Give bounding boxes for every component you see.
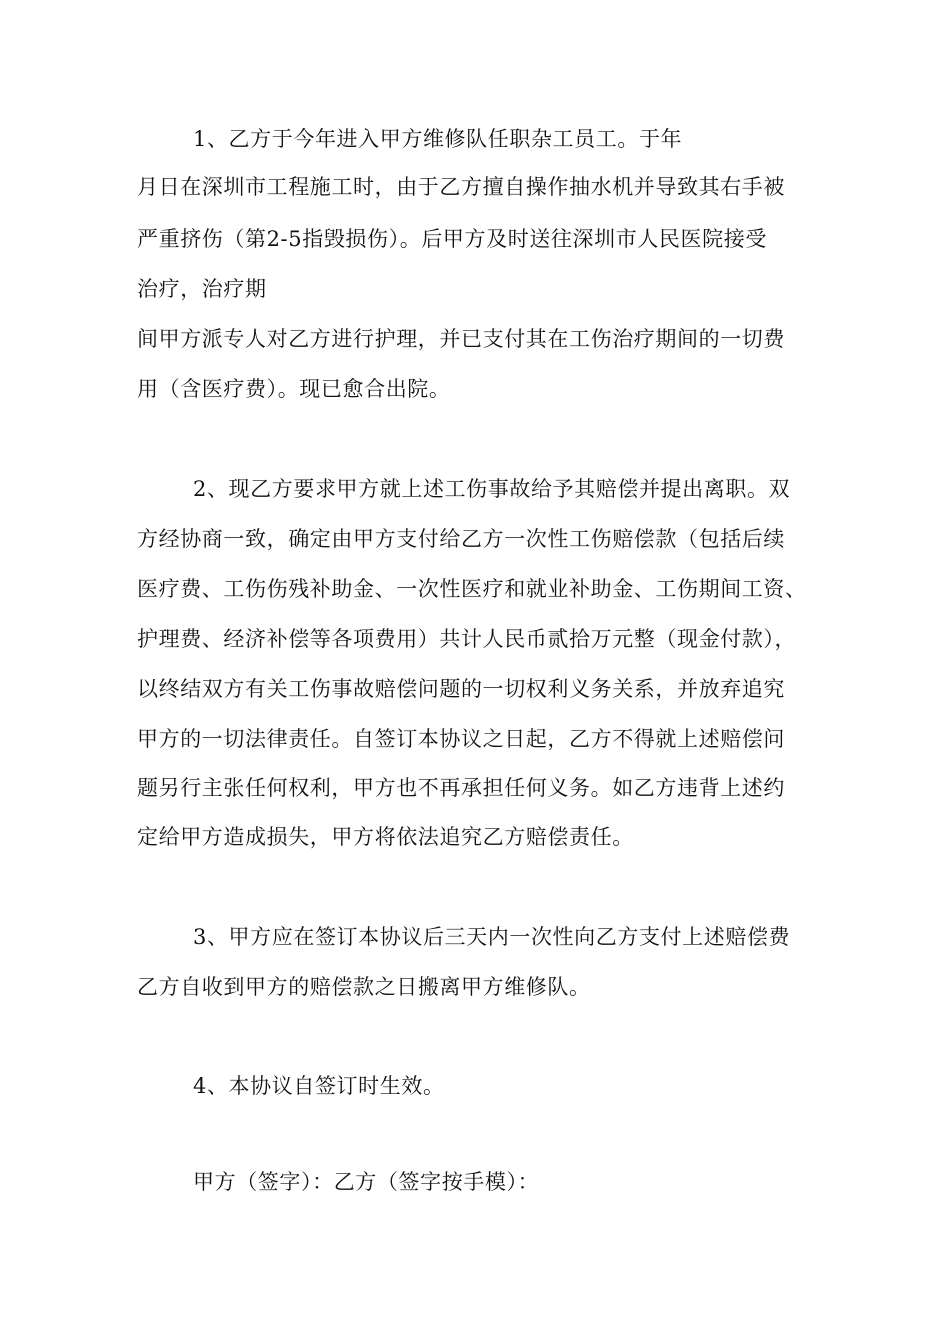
clause-2-line-2: 方经协商一致，确定由甲方支付给乙方一次性工伤赔偿款（包括后续 xyxy=(137,527,785,551)
clause-2-line-7: 题另行主张任何权利，甲方也不再承担任何义务。如乙方违背上述约 xyxy=(137,776,785,800)
clause-2-line-5: 以终结双方有关工伤事故赔偿问题的一切权利义务关系，并放弃追究 xyxy=(137,677,785,701)
clause-2-line-3: 医疗费、工伤伤残补助金、一次性医疗和就业补助金、工伤期间工资、 xyxy=(137,577,807,601)
clause-3-line-1: 3、甲方应在签订本协议后三天内一次性向乙方支付上述赔偿费 xyxy=(193,925,791,949)
clause-1-line-2: 月日在深圳市工程施工时，由于乙方擅自操作抽水机并导致其右手被 xyxy=(137,175,785,199)
clause-1-line-1: 1、乙方于今年进入甲方维修队任职杂工员工。于年 xyxy=(193,127,683,151)
clause-1-line-3: 严重挤伤（第2-5指毁损伤）。后甲方及时送往深圳市人民医院接受 xyxy=(137,227,767,251)
clause-2-line-1: 2、现乙方要求甲方就上述工伤事故给予其赔偿并提出离职。双 xyxy=(193,477,791,501)
clause-1-line-5: 间甲方派专人对乙方进行护理，并已支付其在工伤治疗期间的一切费 xyxy=(137,327,785,351)
signature-line: 甲方（签字）：乙方（签字按手模）： xyxy=(193,1170,540,1194)
clause-2-line-8: 定给甲方造成损失，甲方将依法追究乙方赔偿责任。 xyxy=(137,825,634,849)
clause-1-line-6: 用（含医疗费）。现已愈合出院。 xyxy=(137,377,451,401)
clause-1-line-4: 治疗，治疗期 xyxy=(137,277,267,301)
clause-2-line-4: 护理费、经济补偿等各项费用）共计人民币贰拾万元整（现金付款）， xyxy=(137,627,797,651)
clause-3-line-2: 乙方自收到甲方的赔偿款之日搬离甲方维修队。 xyxy=(137,975,591,999)
clause-4-line-1: 4、本协议自签订时生效。 xyxy=(193,1074,445,1098)
clause-2-line-6: 甲方的一切法律责任。自签订本协议之日起，乙方不得就上述赔偿问 xyxy=(137,727,785,751)
